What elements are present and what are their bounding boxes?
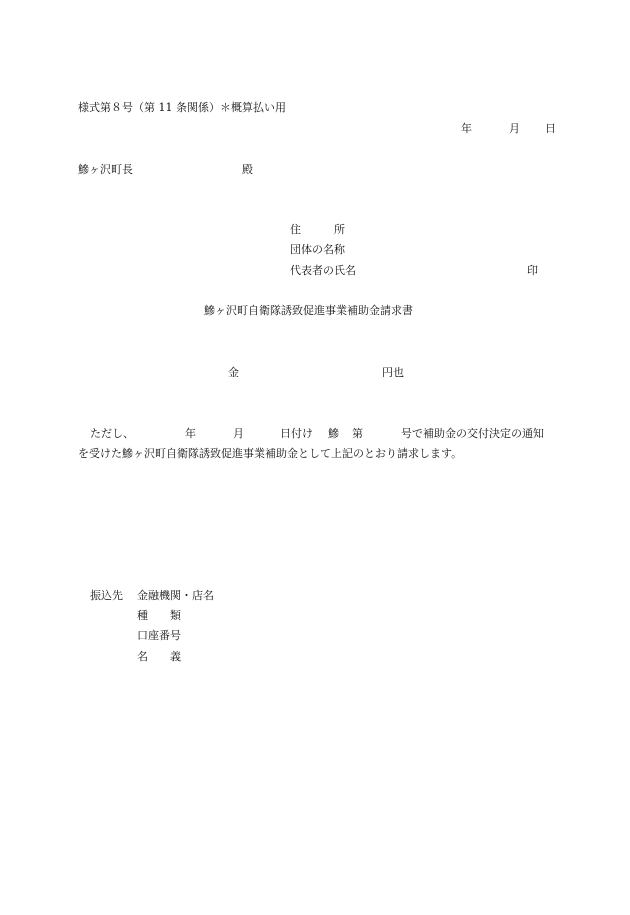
amount-suffix: 円也 [382,366,404,379]
body-dated: 日付け [280,427,313,440]
body-rest: 号で補助金の交付決定の通知 [401,427,544,440]
transfer-type-label: 種 類 [137,609,181,622]
document-title: 鰺ヶ沢町自衛隊誘致促進事業補助金請求書 [204,304,413,317]
transfer-bank-label: 金融機関・店名 [137,589,214,602]
transfer-account-label: 口座番号 [137,629,181,642]
date-year: 年 [461,122,472,135]
body-dai: 第 [352,427,363,440]
body-lead: ただし、 [90,427,134,440]
date-month: 月 [509,122,520,135]
body-year: 年 [185,427,196,440]
transfer-holder-label: 名 義 [137,650,181,663]
body-ajia: 鰺 [328,427,339,440]
transfer-heading: 振込先 [90,589,123,602]
date-day: 日 [545,122,556,135]
form-label: 様式第８号（第 11 条関係）＊概算払い用 [78,101,286,114]
body-month: 月 [233,427,244,440]
addressee-name: 鰺ヶ沢町長 [78,163,133,176]
addressee-honorific: 殿 [242,163,253,176]
amount-prefix: 金 [228,366,239,379]
applicant-org-label: 団体の名称 [290,243,345,256]
applicant-address-label: 住 所 [290,223,345,236]
applicant-rep-label: 代表者の氏名 [290,264,356,277]
body-line2: を受けた鰺ヶ沢町自衛隊誘致促進事業補助金として上記のとおり請求します。 [78,447,463,460]
seal-mark: 印 [527,264,538,277]
